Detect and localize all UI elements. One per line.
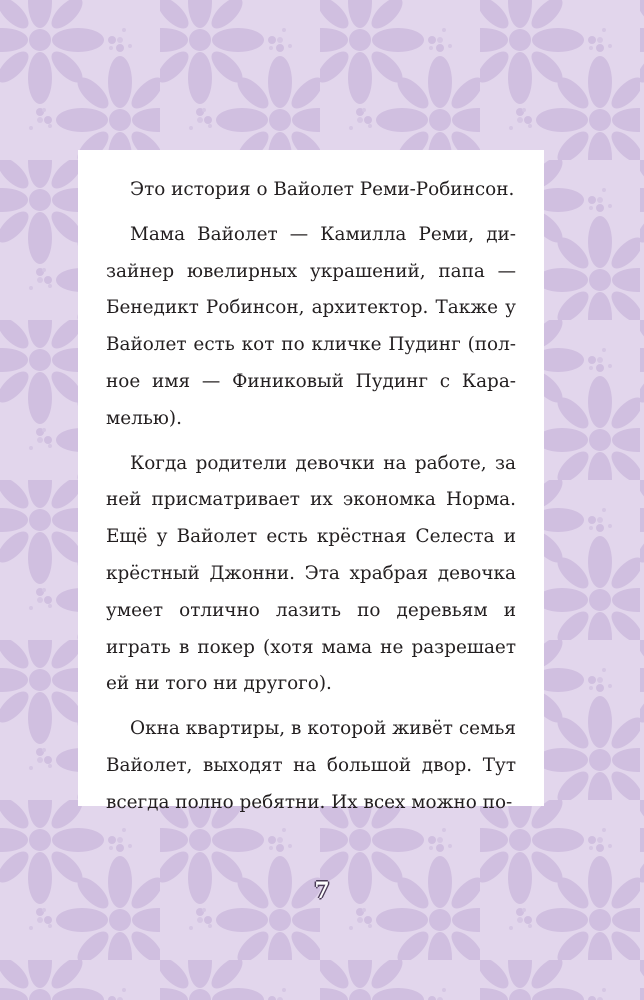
text-line: Мама Вайолет — Камилла Реми, ди- bbox=[130, 223, 516, 245]
text-line: Окна квартиры, в которой живёт семья bbox=[130, 718, 516, 740]
text-line: того ни другого). bbox=[165, 673, 332, 695]
paragraph-3 bbox=[106, 446, 516, 704]
text-line: мелью). bbox=[106, 407, 182, 429]
text-line: зайнер ювелирных украшений, папа — bbox=[106, 260, 516, 282]
text-line: у Вайолет есть кот по кличке Пудинг (пол- bbox=[106, 297, 516, 356]
book-page-text-block bbox=[78, 150, 544, 813]
text-line: Ещё у Вайолет есть крёстная Селеста bbox=[106, 526, 495, 548]
page-number: 7 bbox=[314, 878, 330, 904]
text-line: умеет отлично лазить по деревьям и играть bbox=[106, 599, 516, 658]
text-line: ней присматривает их экономка Норма. bbox=[106, 489, 516, 511]
text-line: Бенедикт Робинсон, архитектор. Также bbox=[106, 297, 499, 319]
text-line: в покер (хотя мама не разрешает ей ни bbox=[106, 636, 516, 695]
text-line: и крёстный Джонни. Эта храбрая девочка bbox=[106, 526, 516, 584]
text-line: Это история о Вайолет Реми-Робинсон. bbox=[130, 179, 515, 200]
paragraph-4 bbox=[106, 711, 516, 821]
text-line: всегда полно ребятни. Их всех можно по- bbox=[106, 791, 513, 813]
paragraph-2 bbox=[106, 217, 516, 438]
text-line: Когда родители девочки на работе, за bbox=[130, 452, 516, 474]
text-line: Вайолет, выходят на большой двор. Тут bbox=[106, 754, 516, 776]
text-line: ное имя — Финиковый Пудинг с Кара- bbox=[106, 370, 516, 392]
paragraph-1 bbox=[106, 172, 516, 209]
